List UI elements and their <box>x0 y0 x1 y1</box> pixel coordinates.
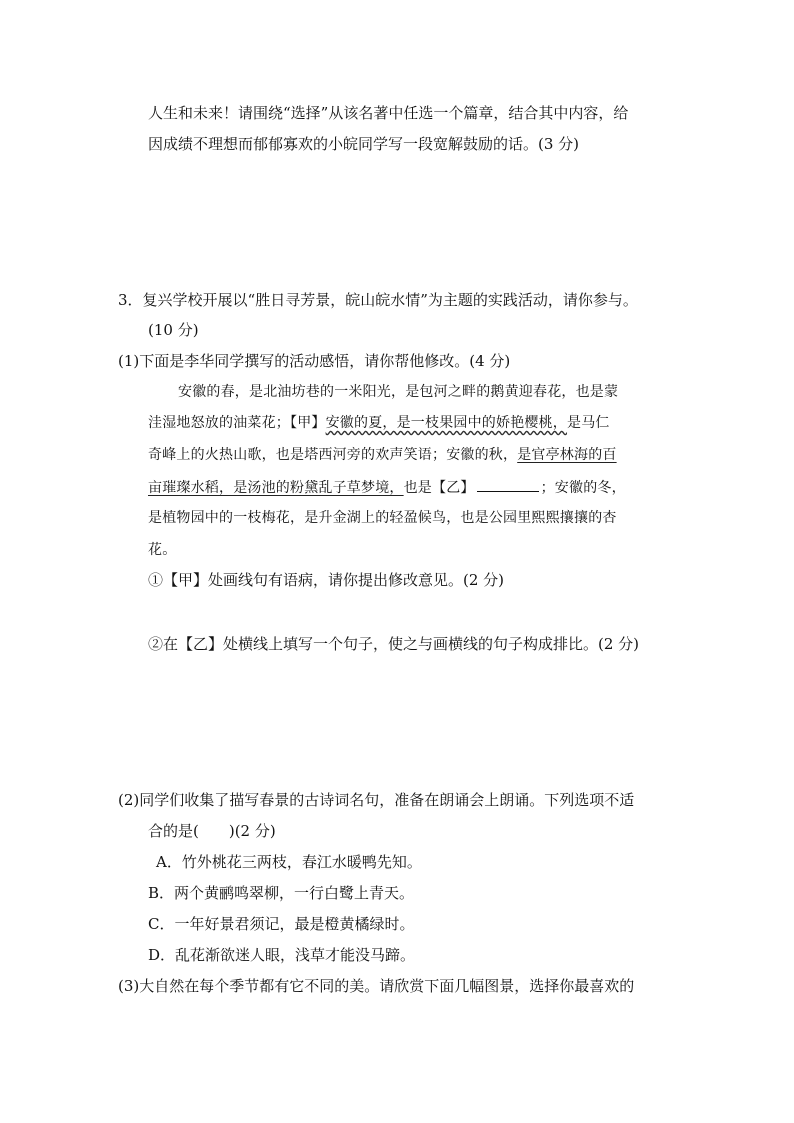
passage-text: 也是【乙】 <box>403 480 475 496</box>
option-d[interactable]: D．乱花渐欲迷人眼，浅草才能没马蹄。 <box>148 946 416 964</box>
passage-text: 洼湿地怒放的油菜花；【甲】 <box>148 415 326 431</box>
question-3-title: 3．复兴学校开展以“胜日寻芳景，皖山皖水情”为主题的实践活动，请你参与。 <box>118 291 638 309</box>
option-a[interactable]: A．竹外桃花三两枝，春江水暖鸭先知。 <box>156 853 422 871</box>
part-1-title: (1)下面是李华同学撰写的活动感悟，请你帮他修改。(4 分) <box>118 352 511 370</box>
passage-text: 奇峰上的火热山歌，也是塔西河旁的欢声笑语；安徽的秋， <box>148 447 518 463</box>
passage-line-1: 安徽的春，是北油坊巷的一米阳光，是包河之畔的鹅黄迎春花，也是蒙 <box>178 384 619 400</box>
passage-line-5: 是植物园中的一枝梅花，是升金湖上的轻盈候鸟，也是公园里熙熙攘攘的杏 <box>148 510 617 526</box>
passage-line-2 <box>148 413 610 433</box>
question-3-score: (10 分) <box>148 321 199 339</box>
passage-text: 是马仁 <box>567 415 610 431</box>
passage-line-4 <box>148 477 626 498</box>
passage-line-6: 花。 <box>148 542 177 558</box>
underlined-sentence: 亩璀璨水稻，是汤池的粉黛乱子草梦境， <box>148 480 404 496</box>
part-3-title: (3)大自然在每个季节都有它不同的美。请欣赏下面几幅图景，选择你最喜欢的 <box>118 977 635 995</box>
option-b[interactable]: B．两个黄鹂鸣翠柳，一行白鹭上青天。 <box>148 884 415 902</box>
sub-question-a: ①【甲】处画线句有语病，请你提出修改意见。(2 分) <box>148 571 505 589</box>
option-c[interactable]: C．一年好景君须记，最是橙黄橘绿时。 <box>148 915 415 933</box>
fill-in-blank[interactable] <box>477 477 539 492</box>
part-2-title-cont: 合的是( )(2 分) <box>148 822 276 840</box>
intro-line-1: 人生和未来！请围绕“选择”从该名著中任选一个篇章，结合其中内容，给 <box>148 104 629 122</box>
part-2-title: (2)同学们收集了描写春景的古诗词名句，准备在朗诵会上朗诵。下列选项不适 <box>118 791 635 809</box>
sub-question-b: ②在【乙】处横线上填写一个句子，使之与画横线的句子构成排比。(2 分) <box>148 635 640 653</box>
intro-line-2: 因成绩不理想而郁郁寡欢的小皖同学写一段宽解鼓励的话。(3 分) <box>148 135 580 153</box>
passage-text: ；安徽的冬， <box>540 480 626 496</box>
underlined-sentence: 是官亭林海的百 <box>517 447 617 463</box>
passage-line-3 <box>148 445 617 465</box>
wavy-underlined-sentence: 安徽的夏，是一枝果园中的娇艳樱桃， <box>325 415 568 431</box>
